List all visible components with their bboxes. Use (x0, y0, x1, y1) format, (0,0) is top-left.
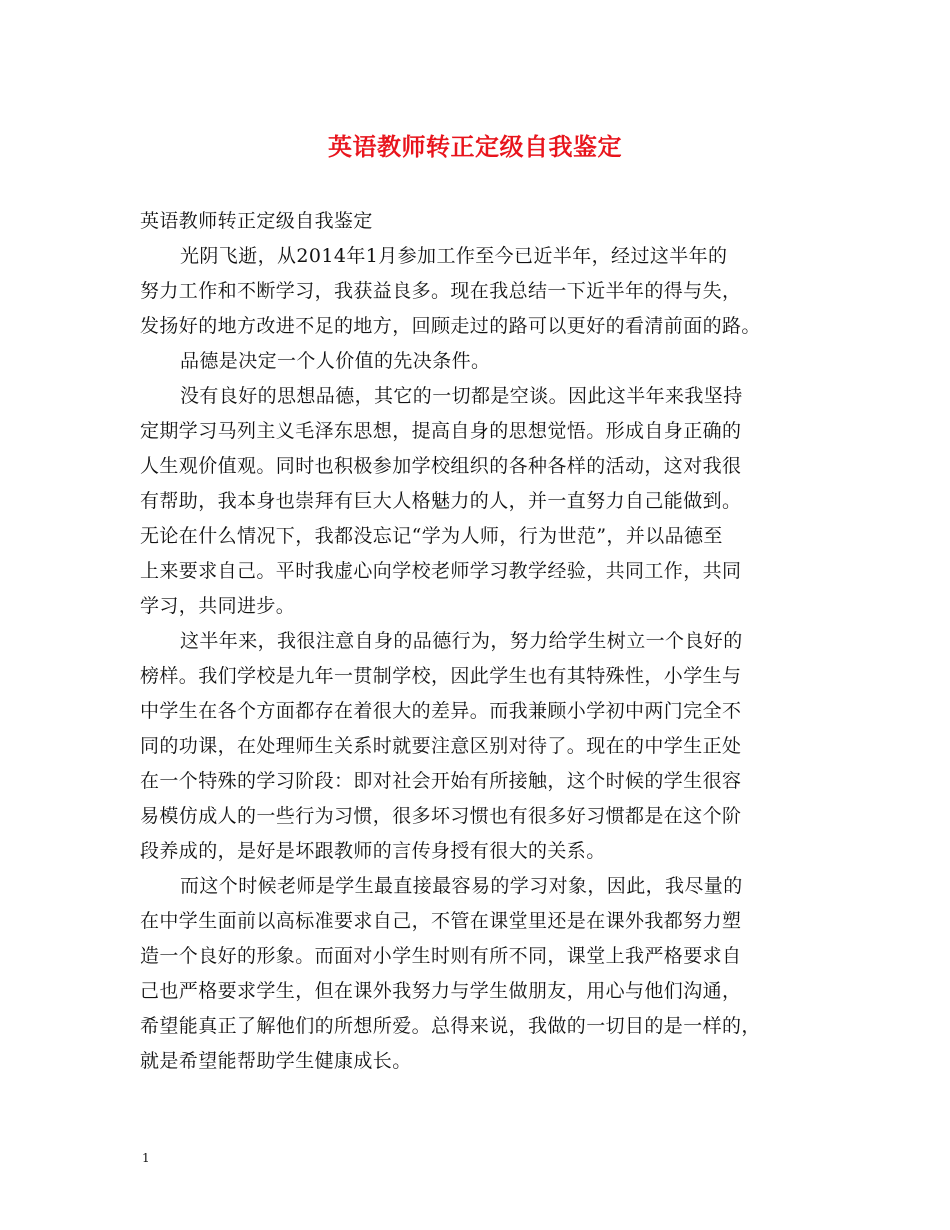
doc-line-2: 光阴飞逝，从2014年1月参加工作至今已近半年，经过这半年的 (180, 245, 728, 267)
doc-line-9: 有帮助，我本身也崇拜有巨大人格魅力的人，并一直努力自己能做到。 (140, 490, 742, 512)
page-number: 1 (142, 1151, 150, 1165)
doc-line-8: 人生观价值观。同时也积极参加学校组织的各种各样的活动，这对我很 (140, 455, 742, 477)
doc-line-25: 就是希望能帮助学生健康成长。 (140, 1050, 412, 1072)
doc-line-23: 己也严格要求学生，但在课外我努力与学生做朋友，用心与他们沟通， (140, 980, 742, 1002)
doc-line-14: 榜样。我们学校是九年一贯制学校，因此学生也有其特殊性，小学生与 (140, 665, 742, 687)
doc-line-5: 品德是决定一个人价值的先决条件。 (180, 350, 491, 372)
doc-line-12: 学习，共同进步。 (140, 595, 296, 617)
doc-line-16: 同的功课，在处理师生关系时就要注意区别对待了。现在的中学生正处 (140, 735, 742, 757)
doc-line-18: 易模仿成人的一些行为习惯，很多坏习惯也有很多好习惯都是在这个阶 (140, 805, 742, 827)
doc-line-19: 段养成的，是好是坏跟教师的言传身授有很大的关系。 (140, 840, 606, 862)
doc-line-17: 在一个特殊的学习阶段：即对社会开始有所接触，这个时候的学生很容 (140, 770, 742, 792)
doc-line-3: 努力工作和不断学习，我获益良多。现在我总结一下近半年的得与失， (140, 280, 742, 302)
doc-line-1: 英语教师转正定级自我鉴定 (140, 210, 373, 232)
doc-line-22: 造一个良好的形象。而面对小学生时则有所不同，课堂上我严格要求自 (140, 945, 742, 967)
document-title: 英语教师转正定级自我鉴定 (328, 132, 622, 161)
doc-line-13: 这半年来，我很注意自身的品德行为，努力给学生树立一个良好的 (180, 630, 743, 652)
doc-line-4: 发扬好的地方改进不足的地方，回顾走过的路可以更好的看清前面的路。 (140, 315, 761, 337)
doc-line-7: 定期学习马列主义毛泽东思想，提高自身的思想觉悟。形成自身正确的 (140, 420, 742, 442)
doc-line-20: 而这个时候老师是学生最直接最容易的学习对象，因此，我尽量的 (180, 875, 743, 897)
doc-line-11: 上来要求自己。平时我虚心向学校老师学习教学经验，共同工作，共同 (140, 560, 742, 582)
doc-line-6: 没有良好的思想品德，其它的一切都是空谈。因此这半年来我坚持 (180, 385, 743, 407)
doc-line-15: 中学生在各个方面都存在着很大的差异。而我兼顾小学初中两门完全不 (140, 700, 742, 722)
doc-line-21: 在中学生面前以高标准要求自己，不管在课堂里还是在课外我都努力塑 (140, 910, 742, 932)
doc-line-24: 希望能真正了解他们的所想所爱。总得来说，我做的一切目的是一样的， (140, 1015, 761, 1037)
doc-line-10: 无论在什么情况下，我都没忘记“学为人师，行为世范”，并以品德至 (140, 525, 723, 547)
